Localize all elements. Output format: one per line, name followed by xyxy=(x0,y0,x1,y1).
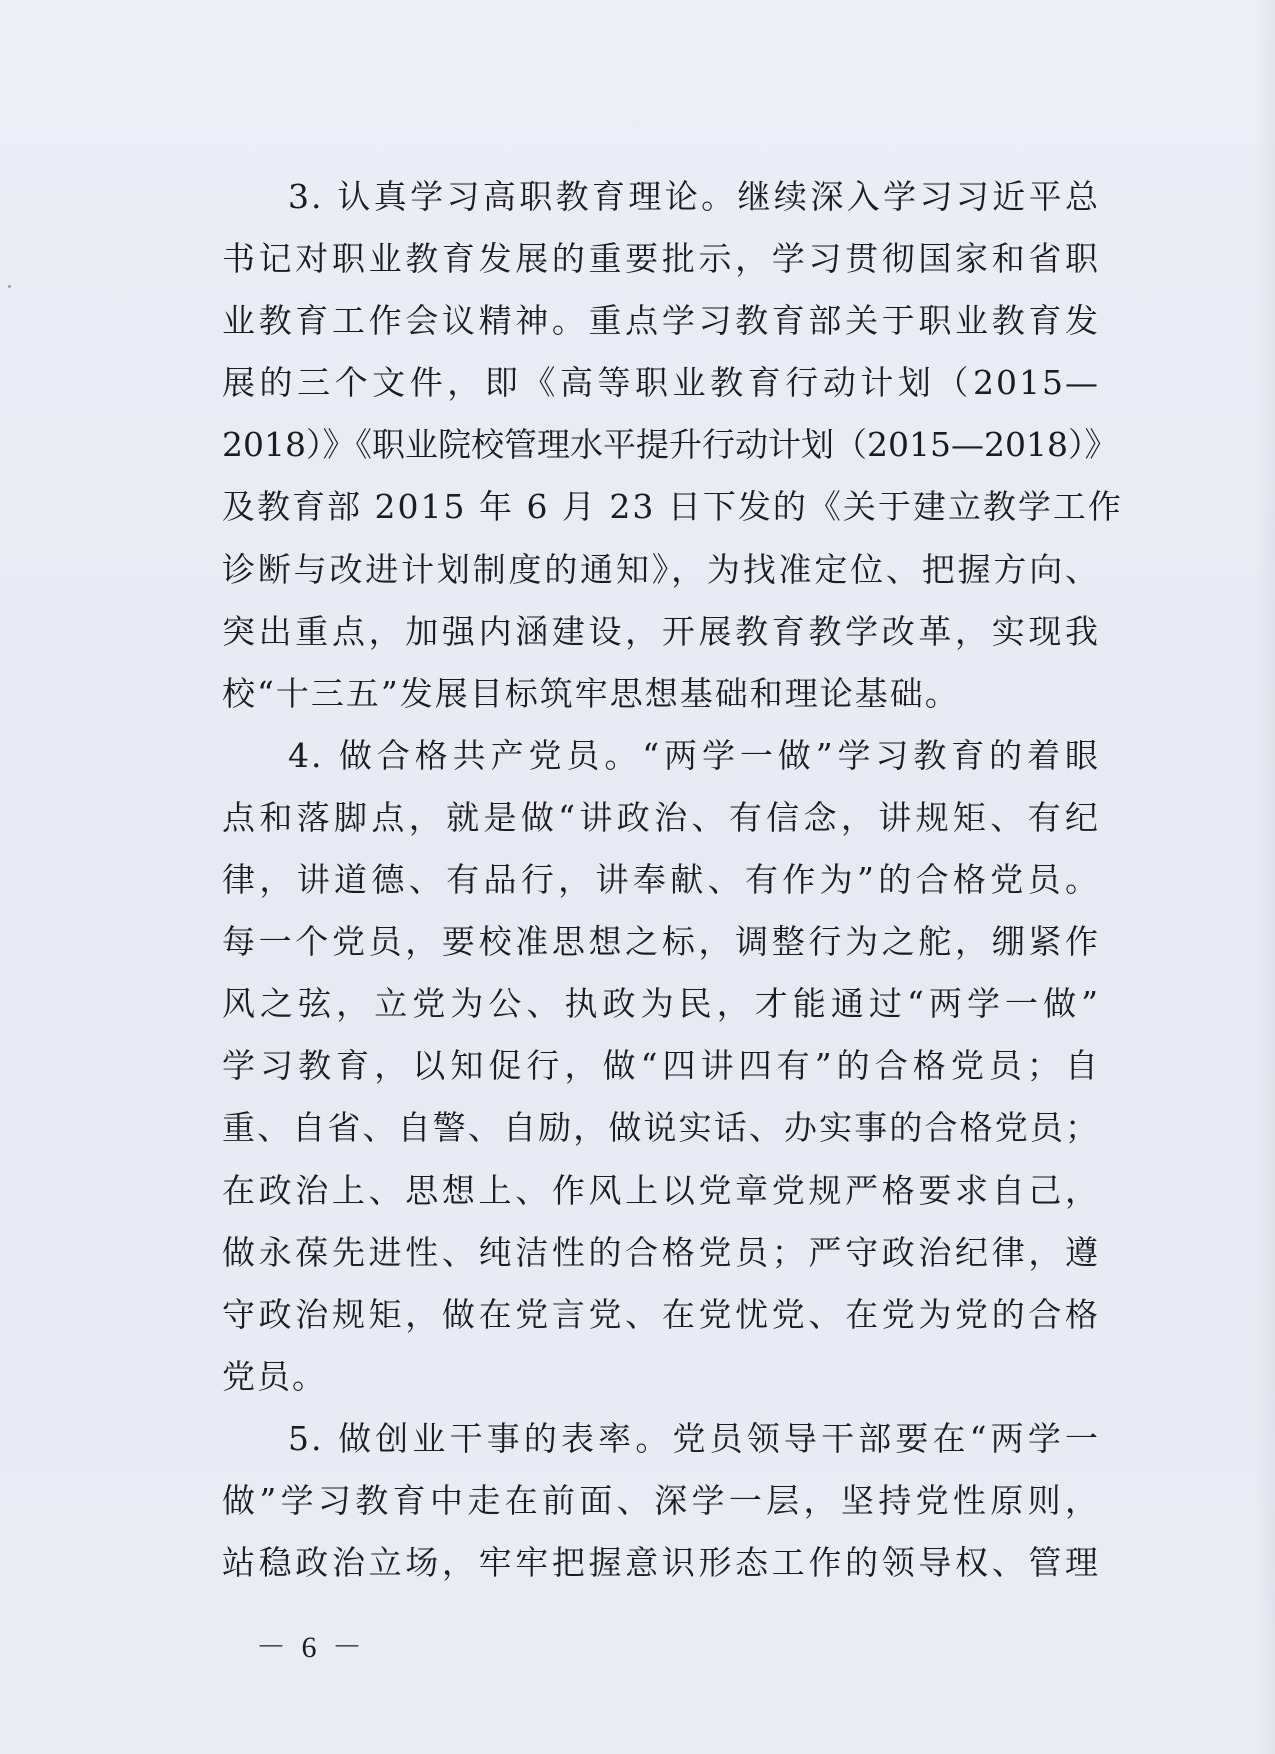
text-line: 律，讲道德、有品行，讲奉献、有作为”的合格党员。 xyxy=(222,860,1100,900)
text-line: 5. 做创业干事的表率。党员领导干部要在“两学一 xyxy=(288,1418,1100,1458)
text-line: 及教育部 2015 年 6 月 23 日下发的《关于建立教学工作 xyxy=(222,487,1123,527)
scan-artifact xyxy=(8,285,11,288)
text-line: 书记对职业教育发展的重要批示，学习贯彻国家和省职 xyxy=(222,239,1100,279)
text-line: 做永葆先进性、纯洁性的合格党员；严守政治纪律，遵 xyxy=(222,1232,1100,1272)
text-line: 站稳政治立场，牢牢把握意识形态工作的领导权、管理 xyxy=(222,1543,1100,1583)
text-line: 诊断与改进计划制度的通知》，为找准定位、把握方向、 xyxy=(222,549,1100,589)
page-number: － 6 － xyxy=(256,1631,366,1664)
text-line: 校“十三五”发展目标筑牢思想基础和理论基础。 xyxy=(222,673,960,713)
text-line: 突出重点，加强内涵建设，开展教育教学改革，实现我 xyxy=(222,611,1100,651)
document-body xyxy=(222,166,1123,1594)
text-line: 业教育工作会议精神。重点学习教育部关于职业教育发 xyxy=(222,301,1100,341)
text-line: 展的三个文件，即《高等职业教育行动计划（2015— xyxy=(222,363,1100,403)
text-line: 每一个党员，要校准思想之标，调整行为之舵，绷紧作 xyxy=(222,922,1100,962)
text-line: 点和落脚点，就是做“讲政治、有信念，讲规矩、有纪 xyxy=(222,797,1100,837)
text-line: 学习教育，以知促行，做“四讲四有”的合格党员；自 xyxy=(222,1046,1100,1086)
text-line: 重、自省、自警、自励，做说实话、办实事的合格党员； xyxy=(222,1108,1100,1148)
text-line: 做”学习教育中走在前面、深学一层，坚持党性原则， xyxy=(222,1480,1100,1520)
text-line: 3. 认真学习高职教育理论。继续深入学习习近平总 xyxy=(288,177,1100,216)
text-line: 4. 做合格共产党员。“两学一做”学习教育的着眼 xyxy=(288,735,1100,775)
text-line: 风之弦，立党为公、执政为民，才能通过“两学一做” xyxy=(222,984,1100,1024)
text-line: 2018）》《职业院校管理水平提升行动计划（2015—2018）》 xyxy=(222,425,1118,465)
text-line: 守政治规矩，做在党言党、在党忧党、在党为党的合格 xyxy=(222,1294,1100,1334)
text-line: 在政治上、思想上、作风上以党章党规严格要求自己， xyxy=(222,1170,1100,1210)
text-line: 党员。 xyxy=(222,1356,327,1396)
